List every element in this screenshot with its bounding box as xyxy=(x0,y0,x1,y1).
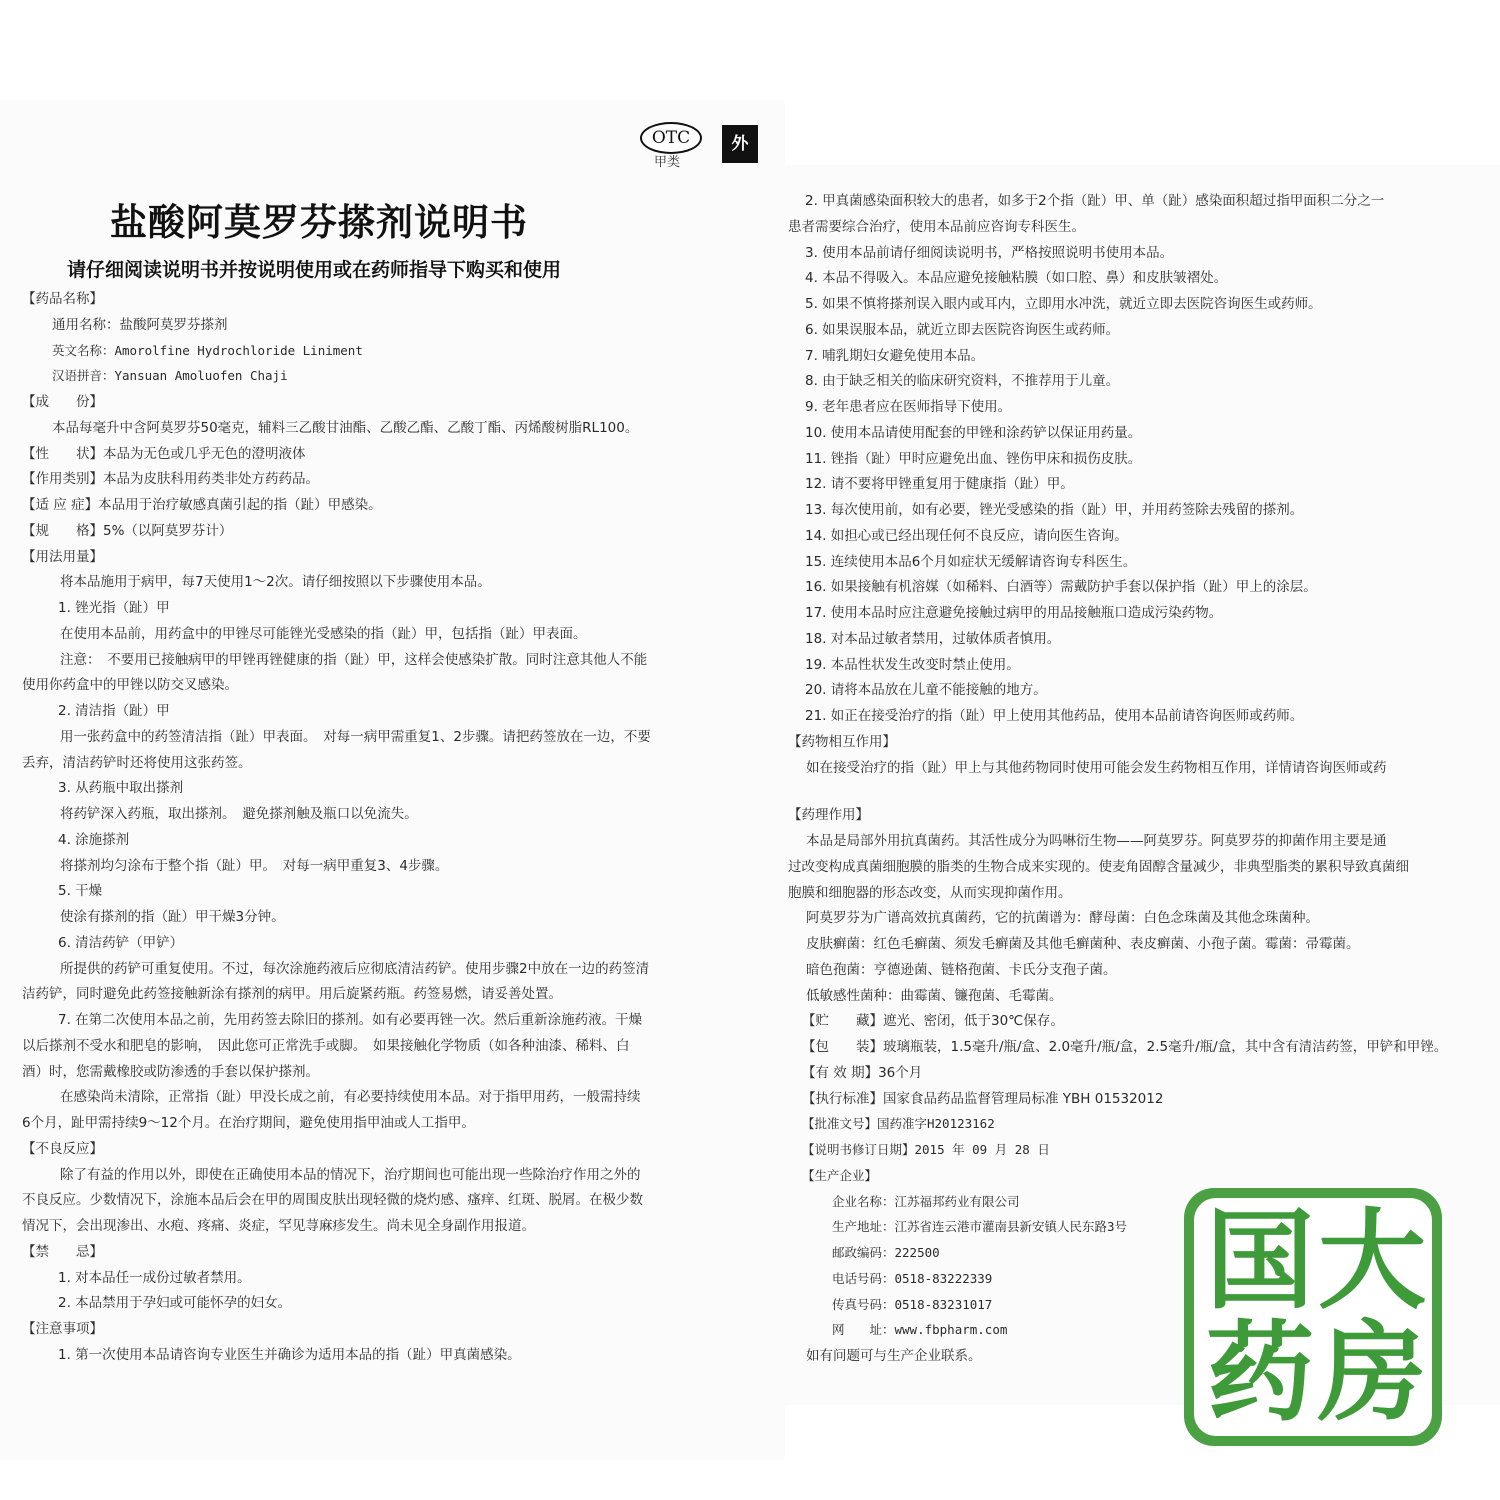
right-text-line: 生产地址：江苏省连云港市灌南县新安镇人民东路3号 xyxy=(832,1219,1128,1235)
left-text-line: 通用名称：盐酸阿莫罗芬搽剂 xyxy=(52,316,228,333)
left-text-line: 用一张药盒中的药签清洁指（趾）甲表面。 对每一病甲需重复1、2步骤。请把药签放在一边，不要 xyxy=(60,728,651,745)
right-text-line: 9. 老年患者应在医师指导下使用。 xyxy=(805,399,1012,415)
left-text-line: 丢弃，清洁药铲时还将使用这张药签。 xyxy=(22,754,252,771)
right-text-line: 17. 使用本品时应注意避免接触过病甲的用品接触瓶口造成污染药物。 xyxy=(805,605,1223,621)
left-text-line: 【成 份】 xyxy=(22,394,103,410)
left-text-line: 情况下，会出现渗出、水疱、疼痛、炎症，罕见荨麻疹发生。尚未见全身副作用报道。 xyxy=(22,1218,535,1234)
right-text-line: 网 址：www.fbpharm.com xyxy=(832,1322,1008,1338)
left-text-line: 将本品施用于病甲，每7天使用1～2次。请仔细按照以下步骤使用本品。 xyxy=(60,574,491,591)
right-text-line: 7. 哺乳期妇女避免使用本品。 xyxy=(805,347,985,364)
right-text-line: 【包 装】玻璃瓶装，1.5毫升/瓶/盒、2.0毫升/瓶/盒，2.5毫升/瓶/盒，其中含有清洁药签，甲铲和甲锉。 xyxy=(802,1039,1448,1055)
right-text-line: 8. 由于缺乏相关的临床研究资料，不推荐用于儿童。 xyxy=(805,373,1120,390)
left-text-line: 英文名称：Amorolfine Hydrochloride Liniment xyxy=(52,342,363,358)
right-text-line: 18. 对本品过敏者禁用，过敏体质者慎用。 xyxy=(805,630,1061,647)
right-text-line: 【生产企业】 xyxy=(802,1167,878,1183)
left-text-line: 本品每毫升中含阿莫罗芬50毫克，辅料三乙酸甘油酯、乙酸乙酯、乙酸丁酯、丙烯酸树脂RL100。 xyxy=(52,419,639,436)
right-text-line: 5. 如果不慎将搽剂误入眼内或耳内，立即用水冲洗，就近立即去医院咨询医生或药师。 xyxy=(805,296,1322,312)
pharmacy-logo xyxy=(1184,1188,1442,1446)
external-use-badge: 外 xyxy=(722,125,758,163)
right-text-line: 皮肤癣菌：红色毛癣菌、须发毛癣菌及其他毛癣菌种、表皮癣菌、小孢子菌。霉菌：帚霉菌。 xyxy=(806,936,1360,952)
right-text-line: 低敏感性菌种：曲霉菌、镰孢菌、毛霉菌。 xyxy=(806,987,1063,1004)
right-text-line: 【药理作用】 xyxy=(788,807,869,824)
left-text-line: 2. 本品禁用于孕妇或可能怀孕的妇女。 xyxy=(58,1295,292,1312)
right-text-line: 15. 连续使用本品6个月如症状无缓解请咨询专科医生。 xyxy=(805,553,1137,570)
left-text-line: 在使用本品前，用药盒中的甲锉尽可能锉光受感染的指（趾）甲，包括指（趾）甲表面。 xyxy=(60,625,587,642)
right-text-line: 4. 本品不得吸入。本品应避免接触粘膜（如口腔、鼻）和皮肤皱褶处。 xyxy=(805,270,1228,287)
right-text-line: 过改变构成真菌细胞膜的脂类的生物合成来实现的。使麦角固醇含量减少，非典型脂类的累积导致真菌细 xyxy=(788,858,1409,875)
document-title: 盐酸阿莫罗芬搽剂说明书 xyxy=(110,201,528,244)
right-text-line: 12. 请不要将甲锉重复用于健康指（趾）甲。 xyxy=(805,476,1074,493)
right-text-line: 阿莫罗芬为广谱高效抗真菌药，它的抗菌谱为：酵母菌：白色念珠菌及其他念珠菌种。 xyxy=(806,910,1319,927)
pharmacy-logo-inner xyxy=(1194,1198,1432,1436)
left-text-line: 使用你药盒中的甲锉以防交叉感染。 xyxy=(22,677,238,694)
left-text-line: 注意： 不要用已接触病甲的甲锉再锉健康的指（趾）甲，这样会使感染扩散。同时注意其他人不能 xyxy=(60,651,648,668)
left-text-line: 在感染尚未清除，正常指（趾）甲没长成之前，有必要持续使用本品。对于指甲用药，一般需持续 xyxy=(60,1089,641,1106)
left-text-line: 【性 状】本品为无色或几乎无色的澄明液体 xyxy=(22,445,306,462)
left-text-line: 汉语拼音：Yansuan Amoluofen Chaji xyxy=(52,368,288,384)
logo-char: 房 xyxy=(1318,1311,1427,1436)
document-subtitle: 请仔细阅读说明书并按说明使用或在药师指导下购买和使用 xyxy=(67,259,562,281)
logo-char: 药 xyxy=(1206,1311,1315,1436)
left-text-line: 使涂有搽剂的指（趾）甲干燥3分钟。 xyxy=(60,909,285,925)
right-text-line: 【有 效 期】36个月 xyxy=(802,1064,923,1081)
right-text-line: 企业名称：江苏福邦药业有限公司 xyxy=(832,1193,1020,1209)
right-text-line: 6. 如果误服本品，就近立即去医院咨询医生或药师。 xyxy=(805,321,1120,338)
right-text-line: 13. 每次使用前，如有必要，锉光受感染的指（趾）甲，并用药签除去残留的搽剂。 xyxy=(805,502,1304,518)
right-text-line: 【药物相互作用】 xyxy=(788,733,896,750)
left-text-line: 【规 格】5%（以阿莫罗芬计） xyxy=(22,522,233,539)
left-text-line: 酒）时，您需戴橡胶或防渗透的手套以保护搽剂。 xyxy=(22,1063,319,1080)
left-text-line: 4. 涂施搽剂 xyxy=(58,831,130,848)
right-text-line: 19. 本品性状发生改变时禁止使用。 xyxy=(805,656,1020,673)
left-text-line: 【作用类别】本品为皮肤科用药类非处方药药品。 xyxy=(22,471,319,488)
left-text-line: 1. 锉光指（趾）甲 xyxy=(58,600,170,616)
right-text-line: 21. 如正在接受治疗的指（趾）甲上使用其他药品，使用本品前请咨询医师或药师。 xyxy=(805,708,1304,724)
left-text-line: 7. 在第二次使用本品之前，先用药签去除旧的搽剂。如有必要再锉一次。然后重新涂施药液。干燥 xyxy=(58,1012,643,1028)
left-text-line: 以后搽剂不受水和肥皂的影响， 因此您可正常洗手或脚。 如果接触化学物质（如各种油漆、稀料、白 xyxy=(22,1037,630,1054)
logo-char: 国 xyxy=(1206,1199,1315,1324)
right-text-line: 11. 锉指（趾）甲时应避免出血、锉伤甲床和损伤皮肤。 xyxy=(805,450,1142,467)
left-text-line: 【禁 忌】 xyxy=(22,1243,103,1260)
left-text-line: 【药品名称】 xyxy=(22,291,103,307)
left-text-line: 5. 干燥 xyxy=(58,883,103,900)
right-text-line: 20. 请将本品放在儿童不能接触的地方。 xyxy=(805,682,1047,699)
left-text-line: 3. 从药瓶中取出搽剂 xyxy=(58,780,184,797)
left-text-line: 洁药铲，同时避免此药签接触新涂有搽剂的病甲。用后旋紧药瓶。药签易燃，请妥善处置。 xyxy=(22,986,562,1003)
left-text-line: 【用法用量】 xyxy=(22,548,103,565)
left-text-line: 【适 应 症】本品用于治疗敏感真菌引起的指（趾）甲感染。 xyxy=(22,497,382,513)
right-text-line: 2. 甲真菌感染面积较大的患者，如多于2个指（趾）甲、单（趾）感染面积超过指甲面积二分之一 xyxy=(805,193,1385,209)
right-text-line: 16. 如果接触有机溶媒（如稀料、白酒等）需戴防护手套以保护指（趾）甲上的涂层。 xyxy=(805,579,1317,596)
right-text-line: 【批准文号】国药准字H20123162 xyxy=(802,1116,995,1132)
right-text-line: 患者需要综合治疗，使用本品前应咨询专科医生。 xyxy=(788,218,1085,235)
otc-badge: OTC xyxy=(640,122,702,154)
right-text-line: 暗色孢菌：亨德逊菌、链格孢菌、卡氏分支孢子菌。 xyxy=(806,961,1117,978)
left-text-line: 将搽剂均匀涂布于整个指（趾）甲。 对每一病甲重复3、4步骤。 xyxy=(60,857,449,874)
left-text-line: 6. 清洁药铲（甲铲） xyxy=(58,934,184,951)
right-text-line: 【执行标准】国家食品药品监督管理局标准 YBH 01532012 xyxy=(802,1090,1164,1107)
logo-char: 大 xyxy=(1318,1199,1427,1324)
left-text-line: 【注意事项】 xyxy=(22,1321,103,1337)
left-text-line: 6个月，趾甲需持续9～12个月。在治疗期间，避免使用指甲油或人工指甲。 xyxy=(22,1115,475,1131)
right-text-line: 电话号码：0518-83222339 xyxy=(832,1270,993,1286)
left-text-line: 【不良反应】 xyxy=(22,1140,103,1157)
left-text-line: 除了有益的作用以外，即使在正确使用本品的情况下，治疗期间也可能出现一些除治疗作用之外的 xyxy=(60,1166,641,1183)
left-text-line: 所提供的药铲可重复使用。不过，每次涂施药液后应彻底清洁药铲。使用步骤2中放在一边的药签清 xyxy=(60,960,650,977)
left-text-line: 1. 对本品任一成份过敏者禁用。 xyxy=(58,1269,251,1286)
otc-category: 甲类 xyxy=(654,155,681,170)
left-text-line: 不良反应。少数情况下，涂施本品后会在甲的周围皮肤出现轻微的烧灼感、瘙痒、红斑、脱屑。在极少数 xyxy=(22,1192,643,1209)
right-text-line: 14. 如担心或已经出现任何不良反应，请向医生咨询。 xyxy=(805,527,1128,544)
left-text-line: 将药铲深入药瓶，取出搽剂。 避免搽剂触及瓶口以免流失。 xyxy=(60,806,418,822)
right-text-line: 【贮 藏】遮光、密闭，低于30℃保存。 xyxy=(802,1013,1064,1030)
right-text-line: 10. 使用本品请使用配套的甲锉和涂药铲以保证用药量。 xyxy=(805,424,1142,441)
left-text-line: 1. 第一次使用本品请咨询专业医生并确诊为适用本品的指（趾）甲真菌感染。 xyxy=(58,1346,521,1363)
right-text-line: 3. 使用本品前请仔细阅读说明书，严格按照说明书使用本品。 xyxy=(805,244,1174,261)
right-text-line: 传真号码：0518-83231017 xyxy=(832,1296,993,1312)
right-text-line: 邮政编码：222500 xyxy=(832,1245,940,1260)
right-text-line: 本品是局部外用抗真菌药。其活性成分为吗啉衍生物——阿莫罗芬。阿莫罗芬的抑菌作用主要是通 xyxy=(806,833,1387,849)
left-text-line: 2. 清洁指（趾）甲 xyxy=(58,703,170,719)
right-text-line: 如在接受治疗的指（趾）甲上与其他药物同时使用可能会发生药物相互作用，详情请咨询医师或药 xyxy=(806,759,1387,776)
right-text-line: 如有问题可与生产企业联系。 xyxy=(806,1348,982,1364)
right-text-line: 【说明书修订日期】2015 年 09 月 28 日 xyxy=(802,1142,1050,1157)
right-text-line: 胞膜和细胞器的形态改变，从而实现抑菌作用。 xyxy=(788,884,1072,901)
